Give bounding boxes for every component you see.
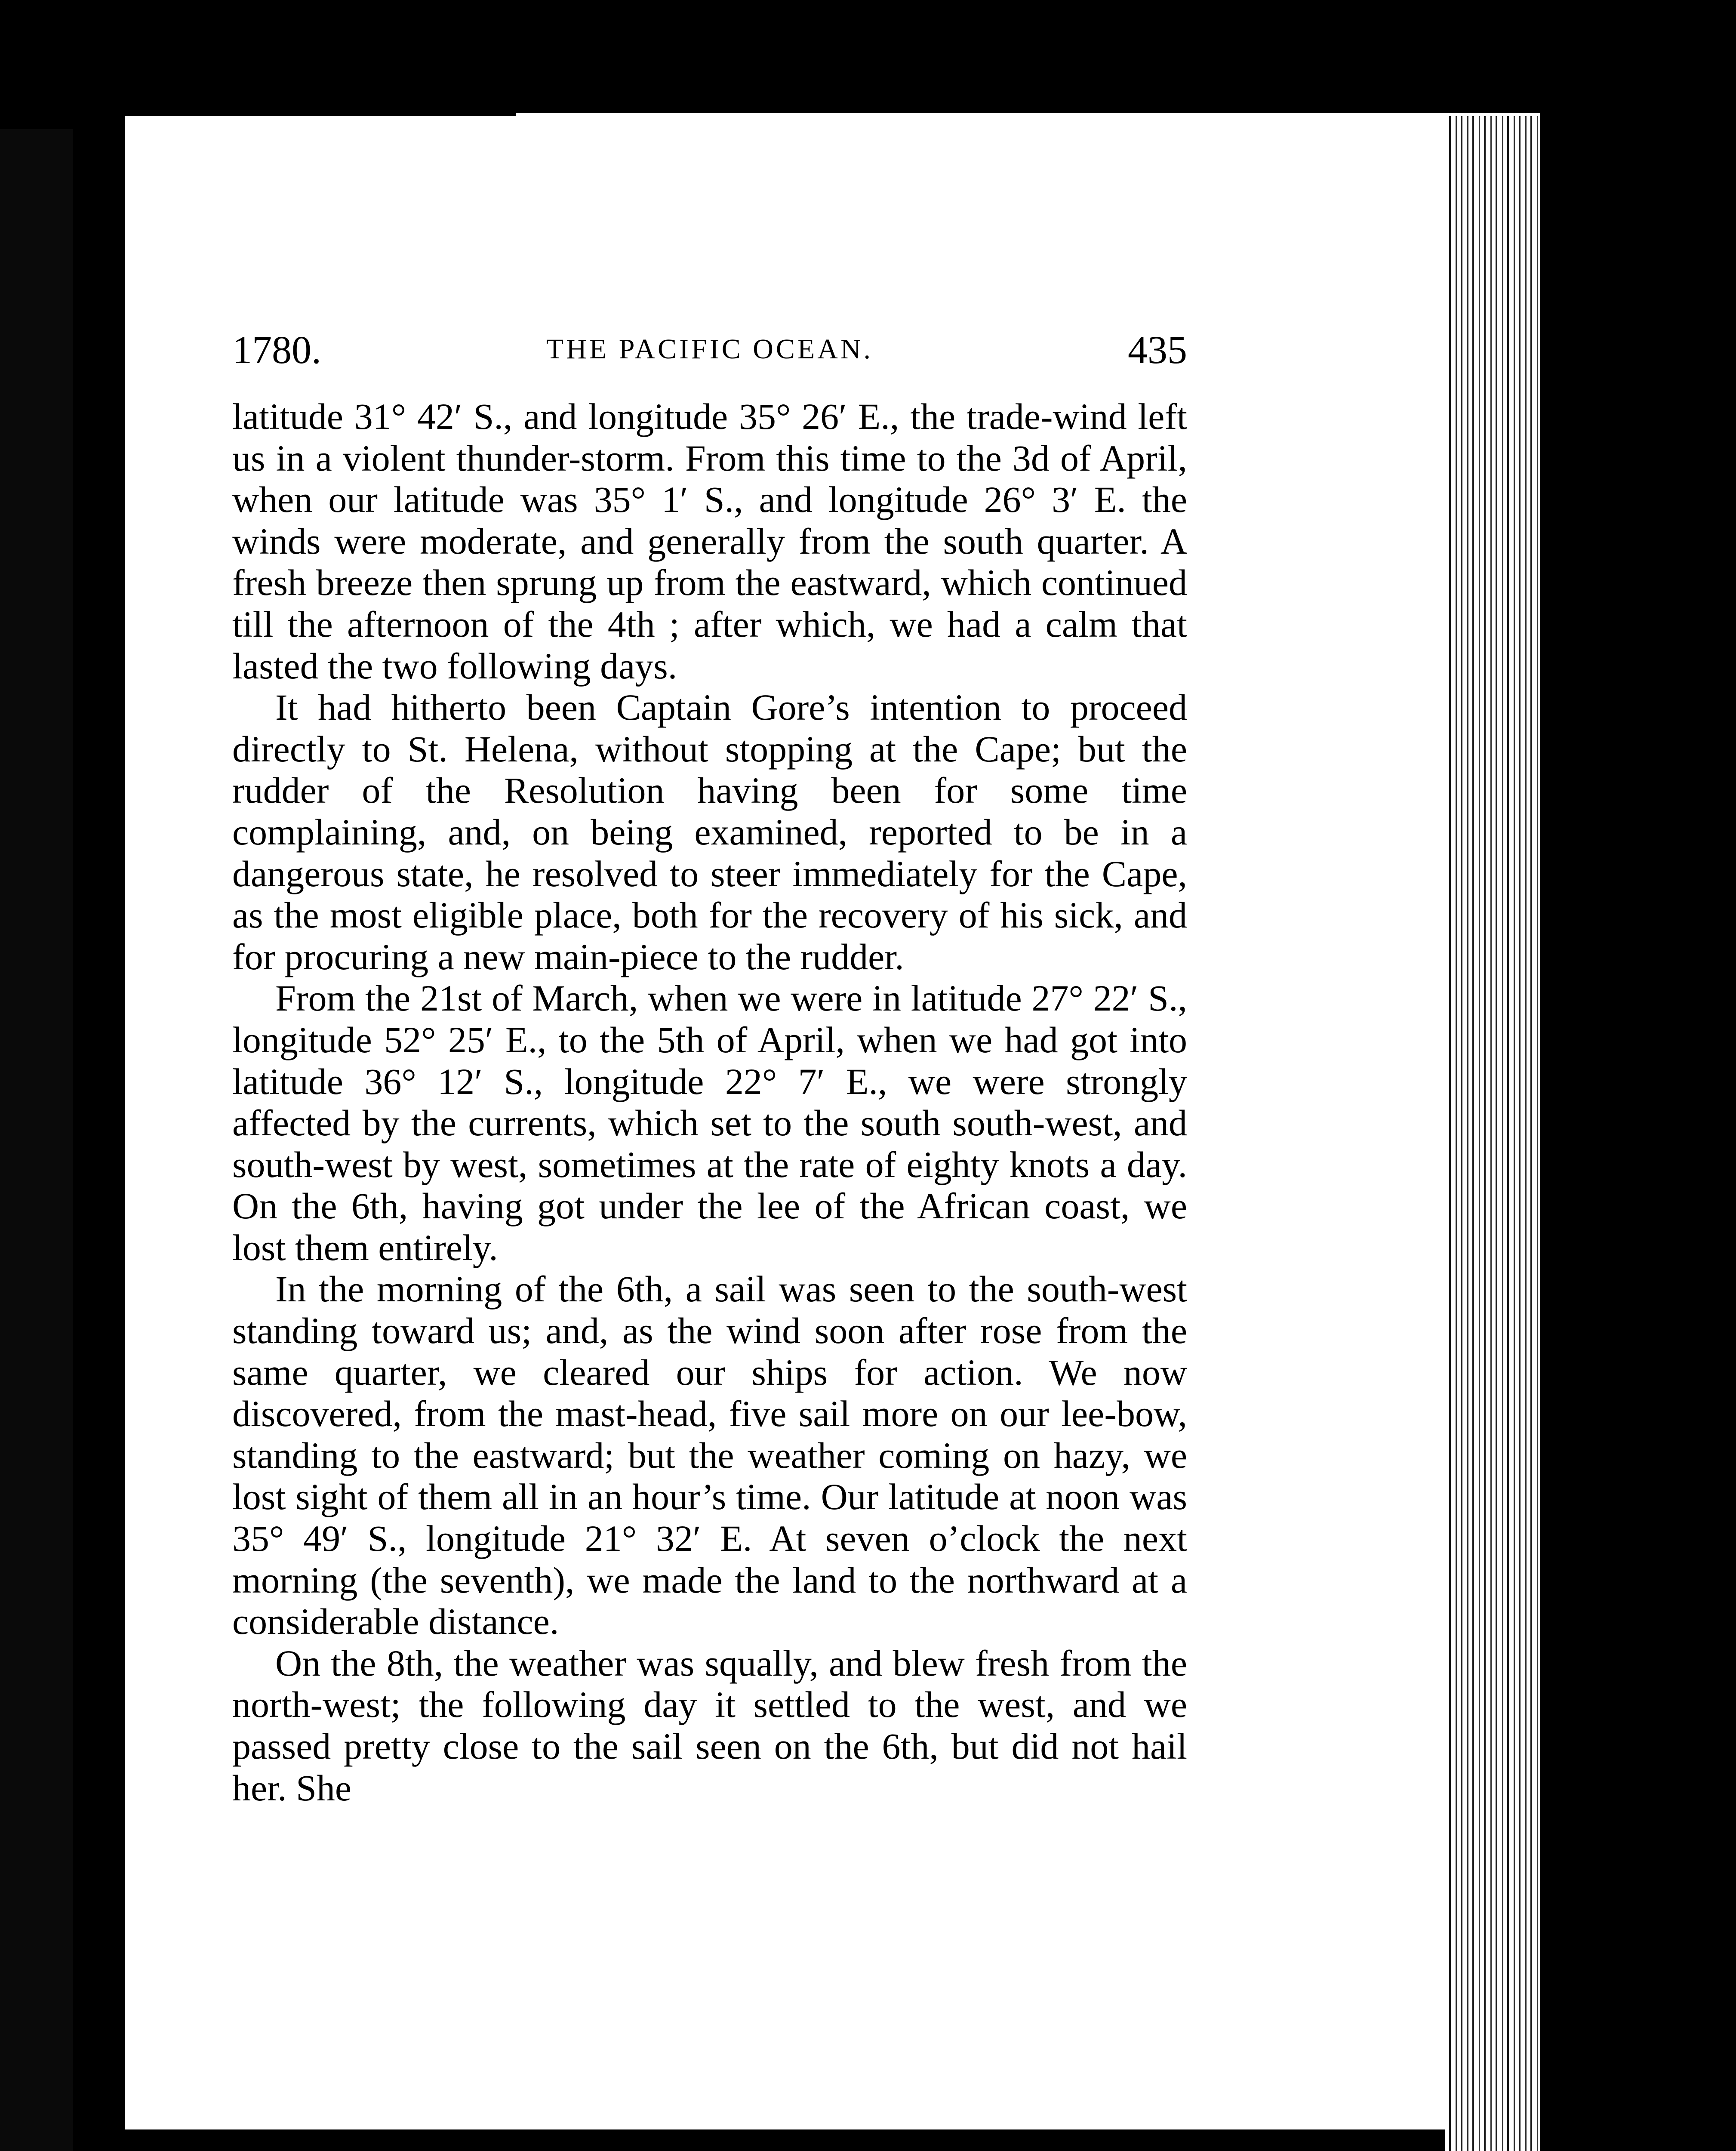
- paragraph-4: In the morning of the 6th, a sail was seen to the south-west standing toward us; and, as the wind soon after rose from the same quarter, we cleared our ships for action. We now discovered, from the mast-head, five sail more on our lee-bow, standing to the eastward; but the weather coming on hazy, we lost sight of them all in an hour’s time. Our latitude at noon was 35° 49′ S., longitude 21° 32′ E. At seven o’clock the next morning (the seventh), we made the land to the northward at a considerable distance.: [232, 1268, 1187, 1643]
- page-top-edge: [516, 113, 1540, 119]
- page-stack-edges: [1445, 116, 1540, 2151]
- paragraph-3: From the 21st of March, when we were in latitude 27° 22′ S., longitude 52° 25′ E., to the 5th of April, when we had got into latitude 36° 12′ S., longitude 22° 7′ E., we were strongly affected by the currents, which set to the south south-west, and south-west by west, sometimes at the rate of eighty knots a day. On the 6th, having got under the lee of the African coast, we lost them entirely.: [232, 977, 1187, 1268]
- header-year: 1780.: [232, 328, 321, 372]
- scan-left-border: [0, 129, 73, 2151]
- running-title: THE PACIFIC OCEAN.: [546, 333, 874, 365]
- paragraph-5: On the 8th, the weather was squally, and blew fresh from the north-west; the following day it settled to the west, and we passed pretty close to the sail seen on the 6th, but did not hail her. She: [232, 1642, 1187, 1809]
- paragraph-1: latitude 31° 42′ S., and longitude 35° 26′ E., the trade-wind left us in a violent thunder-storm. From this time to the 3d of April, when our latitude was 35° 1′ S., and longitude 26° 3′ E. the winds were moderate, and generally from the south quarter. A fresh breeze then sprung up from the eastward, which continued till the afternoon of the 4th ; after which, we had a calm that lasted the two following days.: [232, 396, 1187, 687]
- page-number: 435: [1128, 328, 1187, 372]
- running-header: [232, 327, 1187, 374]
- paragraph-2: It had hitherto been Captain Gore’s intention to proceed directly to St. Helena, without stopping at the Cape; but the rudder of the Resolution having been for some time complaining, and, on being examined, reported to be in a dangerous state, he resolved to steer immediately for the Cape, as the most eligible place, both for the recovery of his sick, and for procuring a new main-piece to the rudder.: [232, 687, 1187, 977]
- body-text: [232, 396, 1187, 1809]
